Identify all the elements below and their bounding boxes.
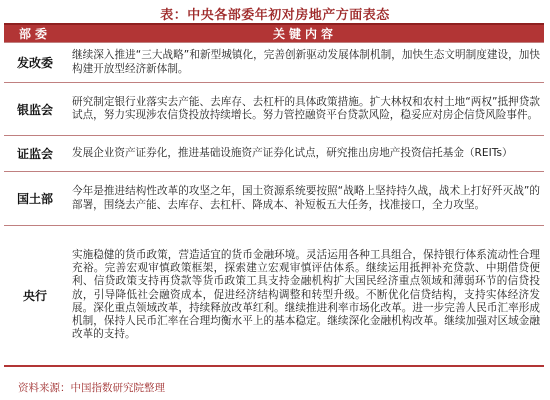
- table-row: [4, 83, 544, 136]
- table-header-row: [4, 24, 544, 43]
- table-row: [4, 226, 544, 366]
- row-content-ndrc: 继续深入推进“三大战略”和新型城镇化，完善创新驱动发展体制机制，加快生态文明制度建设，加快构建开放型经济新体制。: [66, 43, 544, 83]
- row-content-pboc: 实施稳健的货币政策，营造适宜的货币金融环境。灵活运用各种工具组合，保持银行体系流动性合理充裕。完善宏观审慎政策框架，探索建立宏观审慎评估体系。继续运用抵押补充贷款、中期借贷便利、信贷政策支持再贷款等货币政策工具支持金融机构扩大国民经济重点领域和薄弱环节的信贷投放，引导降低社会融资成本，促进经济结构调整和转型升级。不断优化信贷结构，支持实体经济发展。深化重点领域改革，持续释放改革红利。继续推进利率市场化改革。进一步完善人民币汇率形成机制，保持人民币汇率在合理均衡水平上的基本稳定。继续深化金融机构改革。继续加强对区域金融改革的支持。: [66, 226, 544, 366]
- row-content-csrc: 发展企业资产证券化，推进基础设施资产证券化试点，研究推出房地产投资信托基金（REITs）: [66, 136, 544, 172]
- table-row: [4, 172, 544, 226]
- row-dept-pboc: 央行: [4, 226, 66, 366]
- row-dept-cbrc: 银监会: [4, 83, 66, 136]
- row-dept-ndrc: 发改委: [4, 43, 66, 83]
- row-dept-mlr: 国土部: [4, 172, 66, 226]
- row-content-cbrc: 研究制定银行业落实去产能、去库存、去杠杆的具体政策措施。扩大林权和农村土地“两权”抵押贷款试点，努力实现涉农信贷投放持续增长。努力管控融资平台贷款风险，稳妥应对房企信贷风险事件。: [66, 83, 544, 136]
- table-row: [4, 136, 544, 172]
- row-content-mlr: 今年是推进结构性改革的攻坚之年，国土资源系统要按照“战略上坚持持久战，战术上打好歼灭战”的部署，围绕去产能、去库存、去杠杆、降成本、补短板五大任务，找准接口，全力攻坚。: [66, 172, 544, 226]
- policy-table: [4, 23, 544, 367]
- table-row: [4, 43, 544, 83]
- table-title: 表：中央各部委年初对房地产方面表态: [160, 8, 390, 23]
- header-dept: 部委: [4, 24, 66, 43]
- header-content: 关键内容: [66, 24, 544, 43]
- row-dept-csrc: 证监会: [4, 136, 66, 172]
- source-note: 资料来源：中国指数研究院整理: [18, 382, 165, 394]
